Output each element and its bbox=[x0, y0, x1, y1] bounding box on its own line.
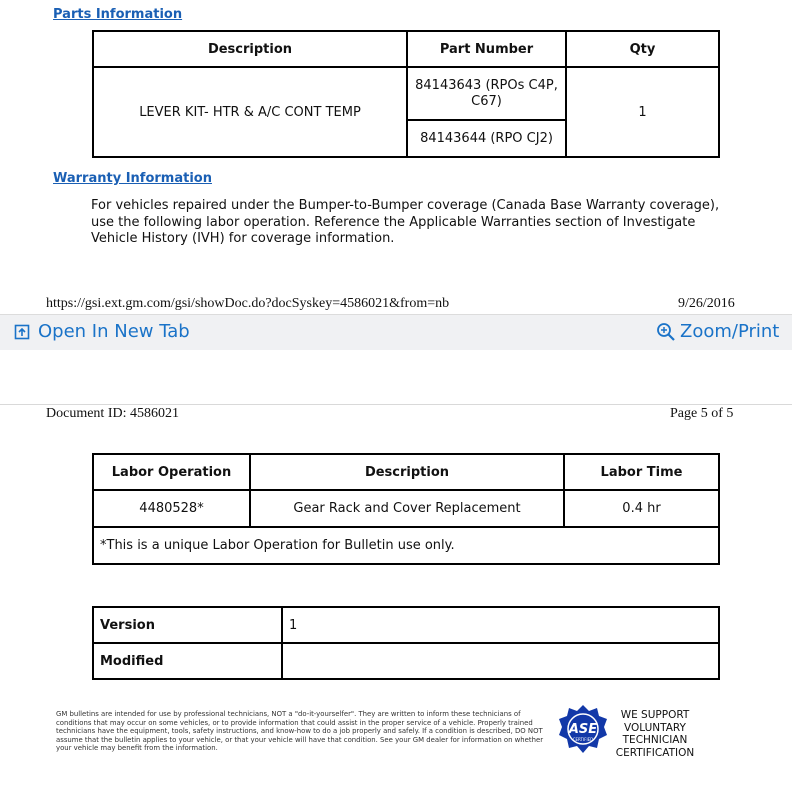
modified-label-cell: Modified bbox=[93, 643, 282, 679]
ase-line: VOLUNTARY bbox=[624, 721, 686, 734]
warranty-text: For vehicles repaired under the Bumper-to-Bumper coverage (Canada Base Warranty coverage), use the following labor operation. Reference the Applicable Warranties section of Investigate Vehicle History (IVH) for coverage information. bbox=[91, 198, 720, 246]
zoom-print-label: Zoom/Print bbox=[680, 321, 780, 342]
zoom-print-button[interactable] bbox=[656, 321, 779, 342]
labor-description-cell: Gear Rack and Cover Replacement bbox=[250, 490, 564, 527]
labor-table-header-row bbox=[93, 454, 719, 490]
parts-table-header-row bbox=[93, 31, 719, 67]
labor-operation-cell: 4480528* bbox=[93, 490, 250, 527]
table-row bbox=[93, 490, 719, 527]
document-page-1 bbox=[0, 0, 792, 315]
open-in-new-tab-button[interactable] bbox=[14, 321, 190, 342]
page-number: Page 5 of 5 bbox=[670, 406, 734, 421]
table-row bbox=[93, 67, 719, 120]
ase-line: CERTIFICATION bbox=[615, 746, 695, 759]
table-row bbox=[93, 607, 719, 643]
viewer-toolbar bbox=[0, 314, 792, 352]
zoom-icon bbox=[656, 322, 676, 342]
labor-note-cell: *This is a unique Labor Operation for Bulletin use only. bbox=[93, 527, 719, 564]
parts-header-qty: Qty bbox=[566, 31, 719, 67]
labor-header-description: Description bbox=[250, 454, 564, 490]
ase-logo-sub: CERTIFIED bbox=[572, 737, 594, 742]
part-number-cell: 84143644 (RPO CJ2) bbox=[407, 120, 566, 157]
open-in-new-tab-label: Open In New Tab bbox=[38, 321, 190, 342]
version-table bbox=[92, 606, 720, 680]
table-row bbox=[93, 527, 719, 564]
labor-header-operation: Labor Operation bbox=[93, 454, 250, 490]
labor-header-time: Labor Time bbox=[564, 454, 719, 490]
page-url: https://gsi.ext.gm.com/gsi/showDoc.do?docSyskey=4586021&from=nb bbox=[46, 296, 450, 311]
table-row bbox=[93, 643, 719, 679]
parts-header-description: Description bbox=[93, 31, 407, 67]
labor-time-cell: 0.4 hr bbox=[564, 490, 719, 527]
parts-qty-cell: 1 bbox=[566, 67, 719, 157]
modified-value-cell bbox=[282, 643, 719, 679]
gm-disclaimer: GM bulletins are intended for use by professional technicians, NOT a "do-it-yourselfer". They are written to inform these technicians of conditions that may occur on some vehicles, or to provide information that could assist in the proper service of a vehicle. Properly trained technicians have the equipment, tools, safety instructions, and know-how to do a job properly and safely. If a condition is described, DO NOT assume that the bulletin applies to your vehicle, or that your vehicle will have that condition. See your GM dealer for information on whether your vehicle may benefit from the information. bbox=[56, 710, 544, 753]
open-new-tab-icon bbox=[14, 324, 30, 340]
version-label-cell: Version bbox=[93, 607, 282, 643]
parts-header-part-number: Part Number bbox=[407, 31, 566, 67]
parts-description-cell: LEVER KIT- HTR & A/C CONT TEMP bbox=[93, 67, 407, 157]
part-number-cell: 84143643 (RPOs C4P, C67) bbox=[407, 67, 566, 120]
document-id: Document ID: 4586021 bbox=[46, 406, 179, 421]
version-value-cell: 1 bbox=[282, 607, 719, 643]
ase-line: WE SUPPORT bbox=[620, 709, 690, 721]
warranty-information-heading[interactable]: Warranty Information bbox=[53, 171, 212, 186]
page-date: 9/26/2016 bbox=[678, 296, 735, 311]
ase-line: TECHNICIAN bbox=[622, 734, 688, 746]
parts-information-heading[interactable]: Parts Information bbox=[53, 7, 183, 22]
ase-logo-mark: ASE bbox=[568, 722, 598, 737]
page-gap bbox=[0, 350, 792, 404]
ase-support-text bbox=[610, 709, 700, 759]
ase-certified-logo bbox=[558, 704, 608, 758]
labor-table bbox=[92, 453, 720, 565]
parts-table bbox=[92, 30, 720, 158]
